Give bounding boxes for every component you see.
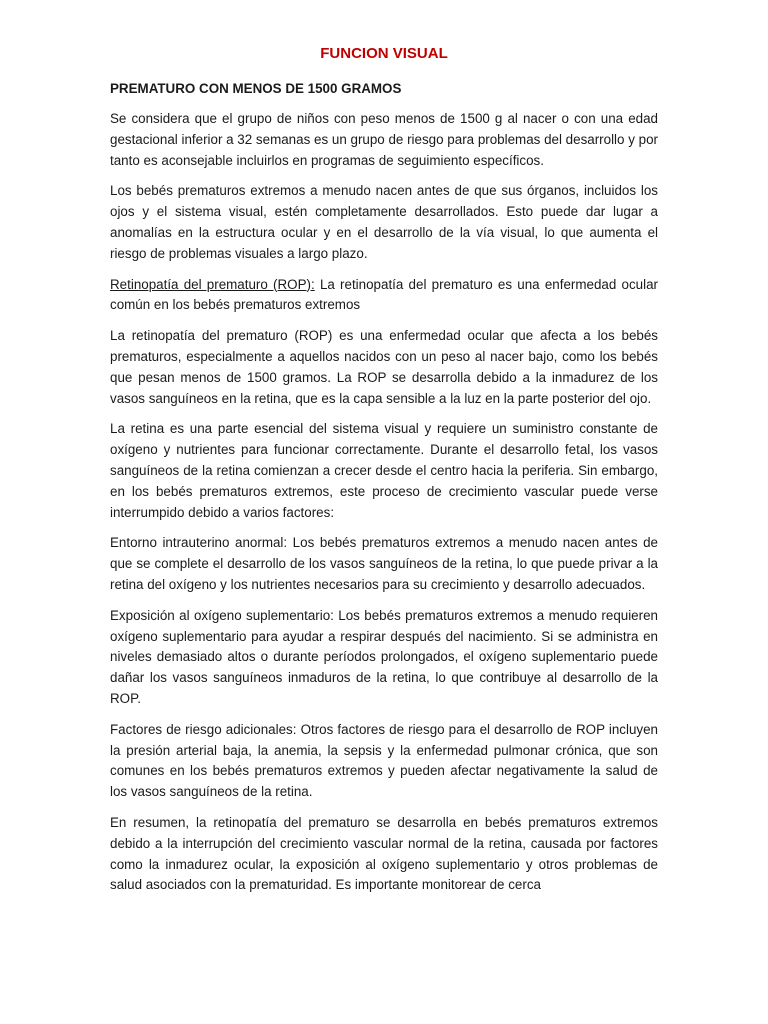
paragraph-rop-intro xyxy=(110,275,658,317)
rop-heading: Retinopatía del prematuro (ROP): xyxy=(110,276,315,292)
paragraph-risk-group: Se considera que el grupo de niños con peso menos de 1500 g al nacer o con una edad gestacional inferior a 32 semanas es un grupo de riesgo para problemas del desarrollo y por tanto es aconsejable incluirlos en programas de seguimiento específicos. xyxy=(110,111,658,168)
document-page xyxy=(110,44,658,906)
paragraph-intrauterine: Entorno intrauterino anormal: Los bebés prematuros extremos a menudo nacen antes de que se complete el desarrollo de los vasos sanguíneos de la retina, lo que puede privar a la retina del oxígeno y los nutrientes necesarios para su crecimiento y desarrollo adecuados. xyxy=(110,535,658,592)
document-title: FUNCION VISUAL xyxy=(320,45,448,62)
paragraph-extreme-premature: Los bebés prematuros extremos a menudo nacen antes de que sus órganos, incluidos los ojos y el sistema visual, estén completamente desarrollados. Esto puede dar lugar a anomalías en la estructura ocular y en el desarrollo de la vía visual, lo que aumenta el riesgo de problemas visuales a largo plazo. xyxy=(110,183,658,261)
paragraph-oxygen: Exposición al oxígeno suplementario: Los bebés prematuros extremos a menudo requieren oxígeno suplementario para ayudar a respirar después del nacimiento. Si se administra en niveles demasiado altos o durante períodos prolongados, el oxígeno suplementario puede dañar los vasos sanguíneos inmaduros de la retina, lo que contribuye al desarrollo de la ROP. xyxy=(110,607,658,706)
paragraph-retina: La retina es una parte esencial del sistema visual y requiere un suministro constante de oxígeno y nutrientes para funcionar correctamente. Durante el desarrollo fetal, los vasos sanguíneos de la retina comienzan a crecer desde el centro hacia la periferia. Sin embargo, en los bebés prematuros extremos, este proceso de crecimiento vascular puede verse interrumpido debido a varios factores: xyxy=(110,421,658,520)
paragraph-rop-definition: La retinopatía del prematuro (ROP) es una enfermedad ocular que afecta a los bebés prematuros, especialmente a aquellos nacidos con un peso al nacer bajo, como los bebés que pesan menos de 1500 gramos. La ROP se desarrolla debido a la inmadurez de los vasos sanguíneos en la retina, que es la capa sensible a la luz en la parte posterior del ojo. xyxy=(110,328,658,406)
paragraph-risk-factors: Factores de riesgo adicionales: Otros factores de riesgo para el desarrollo de ROP incluyen la presión arterial baja, la anemia, la sepsis y la enfermedad pulmonar crónica, que son comunes en los bebés prematuros extremos y pueden afectar negativamente la salud de los vasos sanguíneos de la retina. xyxy=(110,721,658,800)
section-heading: PREMATURO CON MENOS DE 1500 GRAMOS xyxy=(110,81,402,96)
paragraph-summary: En resumen, la retinopatía del prematuro se desarrolla en bebés prematuros extremos debido a la interrupción del crecimiento vascular normal de la retina, causada por factores como la inmadurez ocular, la exposición al oxígeno suplementario y otros problemas de salud asociados con la prematuridad. Es importante monitorear de cerca xyxy=(110,814,658,893)
rop-intro-text: La retinopatía del prematuro es una enfermedad ocular común en los bebés prematuros extremos xyxy=(110,276,658,313)
